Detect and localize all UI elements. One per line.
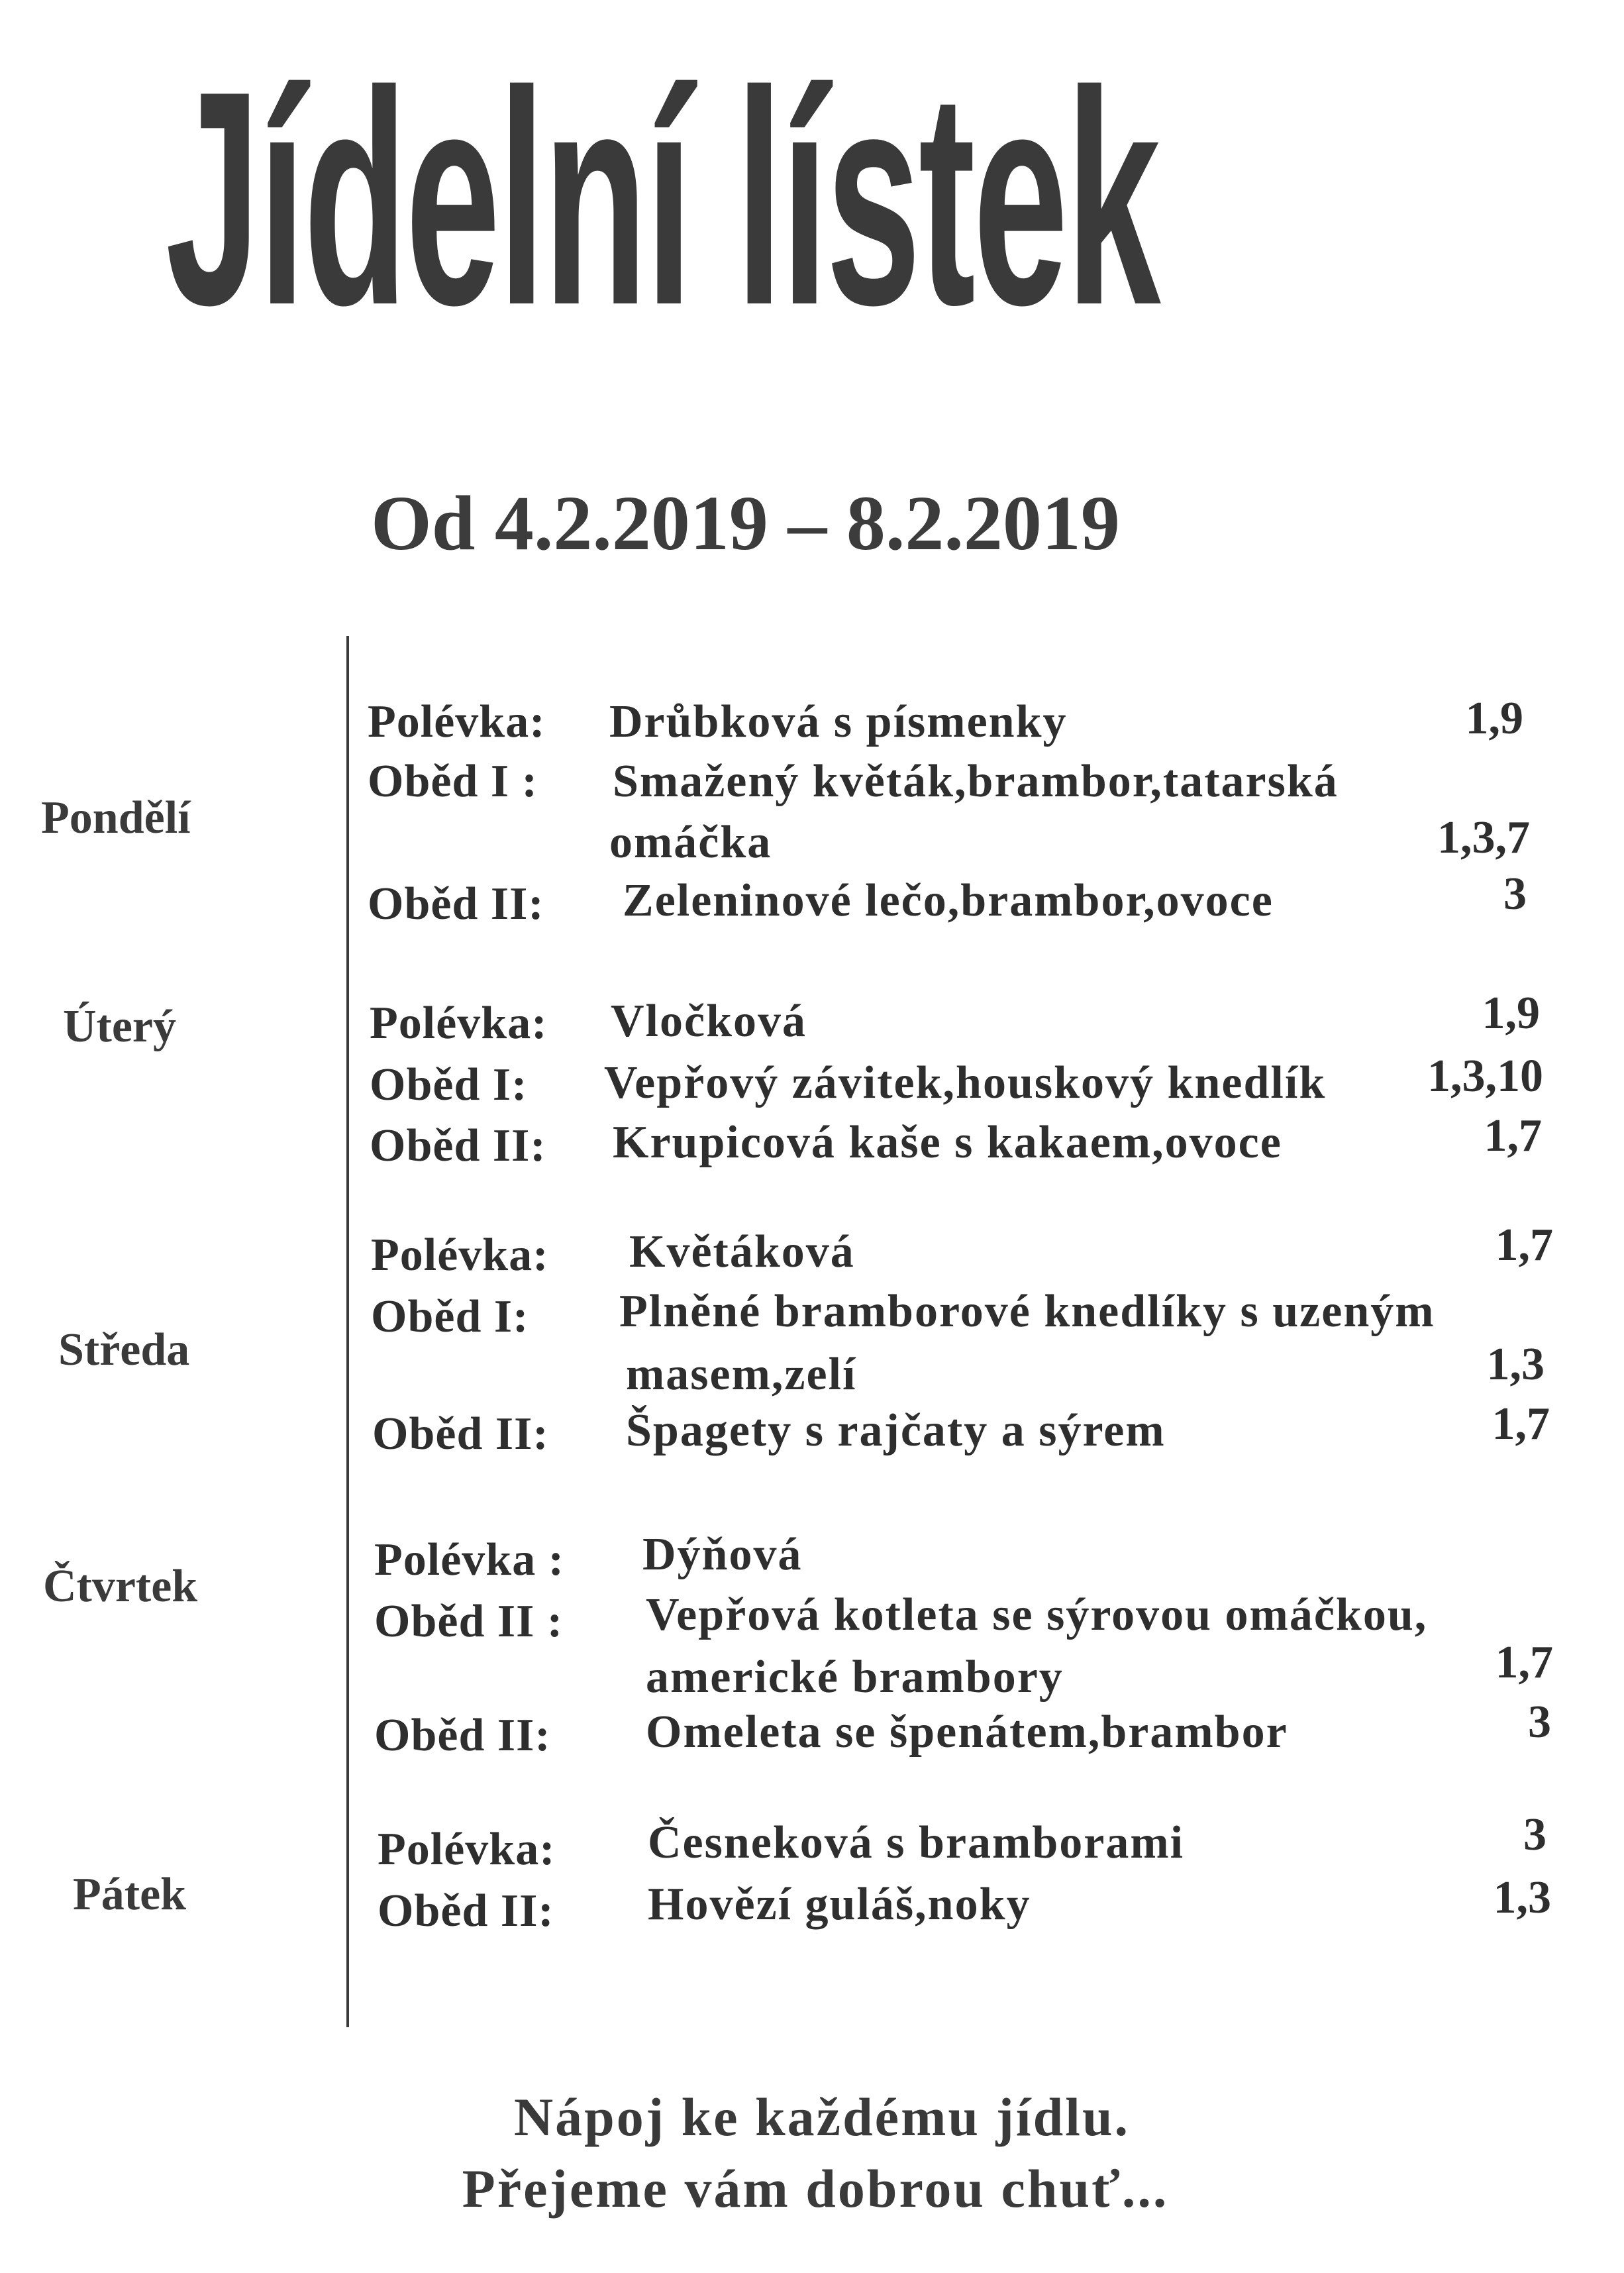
dish-name: Plněné bramborové knedlíky s uzeným xyxy=(619,1286,1435,1337)
dish-name: Smažený květák,brambor,tatarská xyxy=(613,756,1339,807)
row-label: Oběd I: xyxy=(370,1059,528,1110)
allergens: 1,3,7 xyxy=(1437,812,1530,863)
day-label-monday: Pondělí xyxy=(41,792,191,843)
row-label: Oběd II: xyxy=(374,1710,551,1761)
dish-name: Špagety s rajčaty a sýrem xyxy=(626,1405,1166,1456)
menu-title: Jídelní lístek xyxy=(166,28,1159,368)
row-label: Oběd II: xyxy=(368,878,544,929)
footer-greeting: Přejeme vám dobrou chuť... xyxy=(462,2158,1169,2219)
day-label-wednesday: Středa xyxy=(58,1324,190,1375)
row-label: Oběd I : xyxy=(368,756,538,807)
allergens: 1,3 xyxy=(1493,1872,1551,1923)
vertical-divider xyxy=(346,636,349,2027)
allergens: 3 xyxy=(1528,1697,1551,1748)
dish-name-continued: americké brambory xyxy=(646,1652,1064,1703)
row-label: Polévka: xyxy=(370,998,548,1049)
footer-drink-note: Nápoj ke každému jídlu. xyxy=(513,2087,1131,2147)
dish-name: Zeleninové lečo,brambor,ovoce xyxy=(623,875,1274,926)
allergens: 1,3 xyxy=(1486,1339,1545,1390)
allergens: 1,9 xyxy=(1465,693,1523,744)
allergens: 3 xyxy=(1523,1809,1547,1860)
dish-name: Vepřová kotleta se sýrovou omáčkou, xyxy=(646,1589,1428,1640)
day-label-friday: Pátek xyxy=(73,1869,187,1920)
allergens: 1,7 xyxy=(1492,1399,1550,1450)
dish-name: Vepřový závitek,houskový knedlík xyxy=(604,1057,1327,1108)
allergens: 3 xyxy=(1503,869,1527,920)
row-label: Polévka: xyxy=(368,696,546,747)
row-label: Oběd II: xyxy=(372,1408,549,1459)
dish-name: Česneková s bramborami xyxy=(648,1817,1185,1868)
dish-name-continued: masem,zelí xyxy=(626,1349,857,1400)
dish-name: Květáková xyxy=(629,1226,855,1277)
allergens: 1,9 xyxy=(1482,988,1540,1039)
dish-name-continued: omáčka xyxy=(609,817,772,868)
dish-name: Dýňová xyxy=(642,1529,803,1580)
dish-name: Drůbková s písmenky xyxy=(609,696,1068,747)
day-label-thursday: Čtvrtek xyxy=(43,1561,198,1612)
row-label: Polévka: xyxy=(378,1824,556,1875)
allergens: 1,7 xyxy=(1495,1220,1553,1271)
allergens: 1,7 xyxy=(1484,1110,1542,1161)
dish-name: Vločková xyxy=(611,996,807,1047)
row-label: Polévka : xyxy=(374,1534,565,1585)
row-label: Oběd II : xyxy=(374,1596,564,1647)
row-label: Oběd I: xyxy=(371,1291,529,1342)
row-label: Oběd II: xyxy=(370,1120,546,1171)
allergens: 1,7 xyxy=(1495,1637,1553,1688)
row-label: Polévka: xyxy=(371,1230,549,1281)
date-range: Od 4.2.2019 – 8.2.2019 xyxy=(371,480,1120,566)
day-label-tuesday: Úterý xyxy=(63,1001,177,1052)
row-label: Oběd II: xyxy=(378,1885,554,1936)
dish-name: Omeleta se špenátem,brambor xyxy=(646,1707,1288,1758)
dish-name: Hovězí guláš,noky xyxy=(648,1879,1031,1930)
dish-name: Krupicová kaše s kakaem,ovoce xyxy=(613,1117,1282,1168)
allergens: 1,3,10 xyxy=(1427,1051,1543,1102)
